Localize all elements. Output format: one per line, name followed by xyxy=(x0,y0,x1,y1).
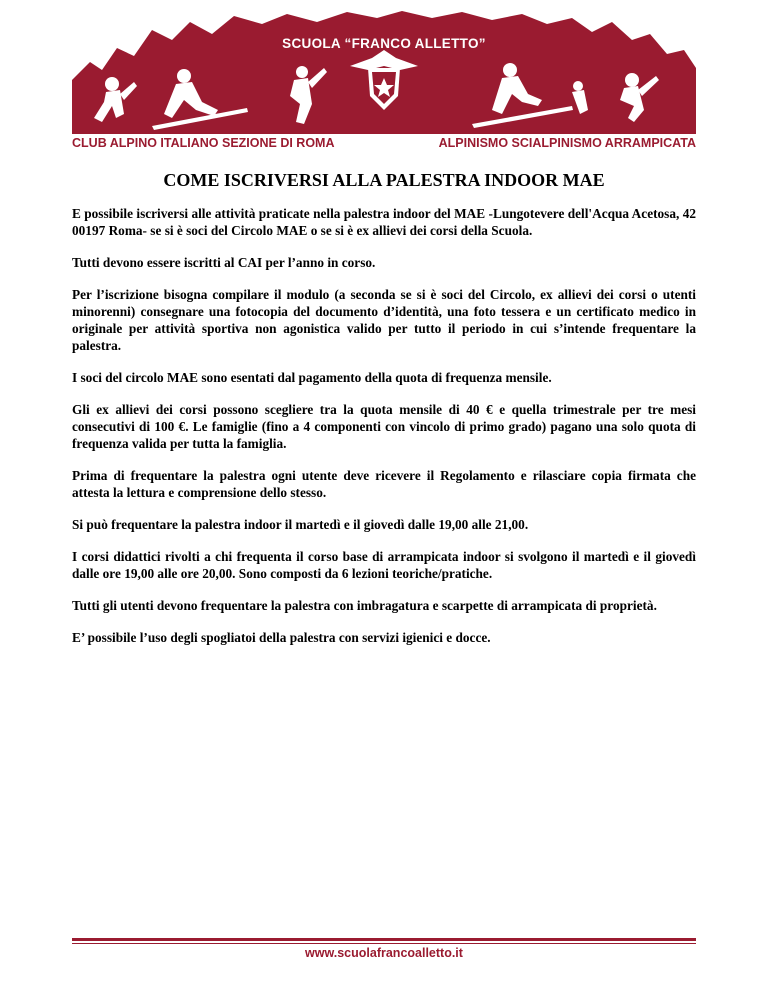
club-subtitle: CLUB ALPINO ITALIANO SEZIONE DI ROMA xyxy=(72,136,335,150)
footer-divider xyxy=(72,938,696,941)
school-name: SCUOLA “FRANCO ALLETTO” xyxy=(282,36,486,51)
paragraph: Prima di frequentare la palestra ogni utente deve ricevere il Regolamento e rilasciare copia firmata che attesta la lettura e comprensione dello stesso. xyxy=(72,468,696,500)
paragraph: E’ possibile l’uso degli spogliatoi della palestra con servizi igienici e docce. xyxy=(72,630,491,645)
paragraph: I corsi didattici rivolti a chi frequenta il corso base di arrampicata indoor si svolgono il martedì e il giovedì dalle ore 19,00 alle ore 20,00. Sono composti da 6 lezioni teoriche/pratiche. xyxy=(72,549,696,581)
paragraph: Tutti gli utenti devono frequentare la palestra con imbragatura e scarpette di arrampicata di proprietà. xyxy=(72,598,657,613)
paragraph: E possibile iscriversi alle attività praticate nella palestra indoor del MAE -Lungotevere dell'Acqua Acetosa, 42 00197 Roma- se si è soci del Circolo MAE o se si è ex allievi dei corsi della Scuola. xyxy=(72,206,696,238)
footer-divider-thin xyxy=(72,943,696,944)
footer-website-link[interactable]: www.scuolafrancoalletto.it xyxy=(305,946,463,960)
paragraph: Per l’iscrizione bisogna compilare il modulo (a seconda se si è soci del Circolo, ex allievi dei corsi o utenti minorenni) consegnare una fotocopia del documento d’identità, una foto tessera e un certificato medico in originale per attività sportiva non agonistica valido per tutto il periodo in cui s’intende frequentare la palestra. xyxy=(72,287,696,353)
letterhead xyxy=(72,10,696,150)
paragraph: Tutti devono essere iscritti al CAI per l’anno in corso. xyxy=(72,255,376,270)
mountain-banner-logo xyxy=(72,10,696,134)
document-body xyxy=(72,205,696,661)
paragraph: Gli ex allievi dei corsi possono scegliere tra la quota mensile di 40 € e quella trimestrale per tre mesi consecutivi di 100 €. Le famiglie (fino a 4 componenti con vincolo di primo grado) pagano una solo quota di frequenza valida per tutta la famiglia. xyxy=(72,402,696,451)
page-title: COME ISCRIVERSI ALLA PALESTRA INDOOR MAE xyxy=(163,170,605,190)
paragraph: Si può frequentare la palestra indoor il martedì e il giovedì dalle 19,00 alle 21,00. xyxy=(72,517,529,532)
paragraph: I soci del circolo MAE sono esentati dal pagamento della quota di frequenza mensile. xyxy=(72,370,552,385)
disciplines-subtitle: ALPINISMO SCIALPINISMO ARRAMPICATA xyxy=(438,136,696,150)
